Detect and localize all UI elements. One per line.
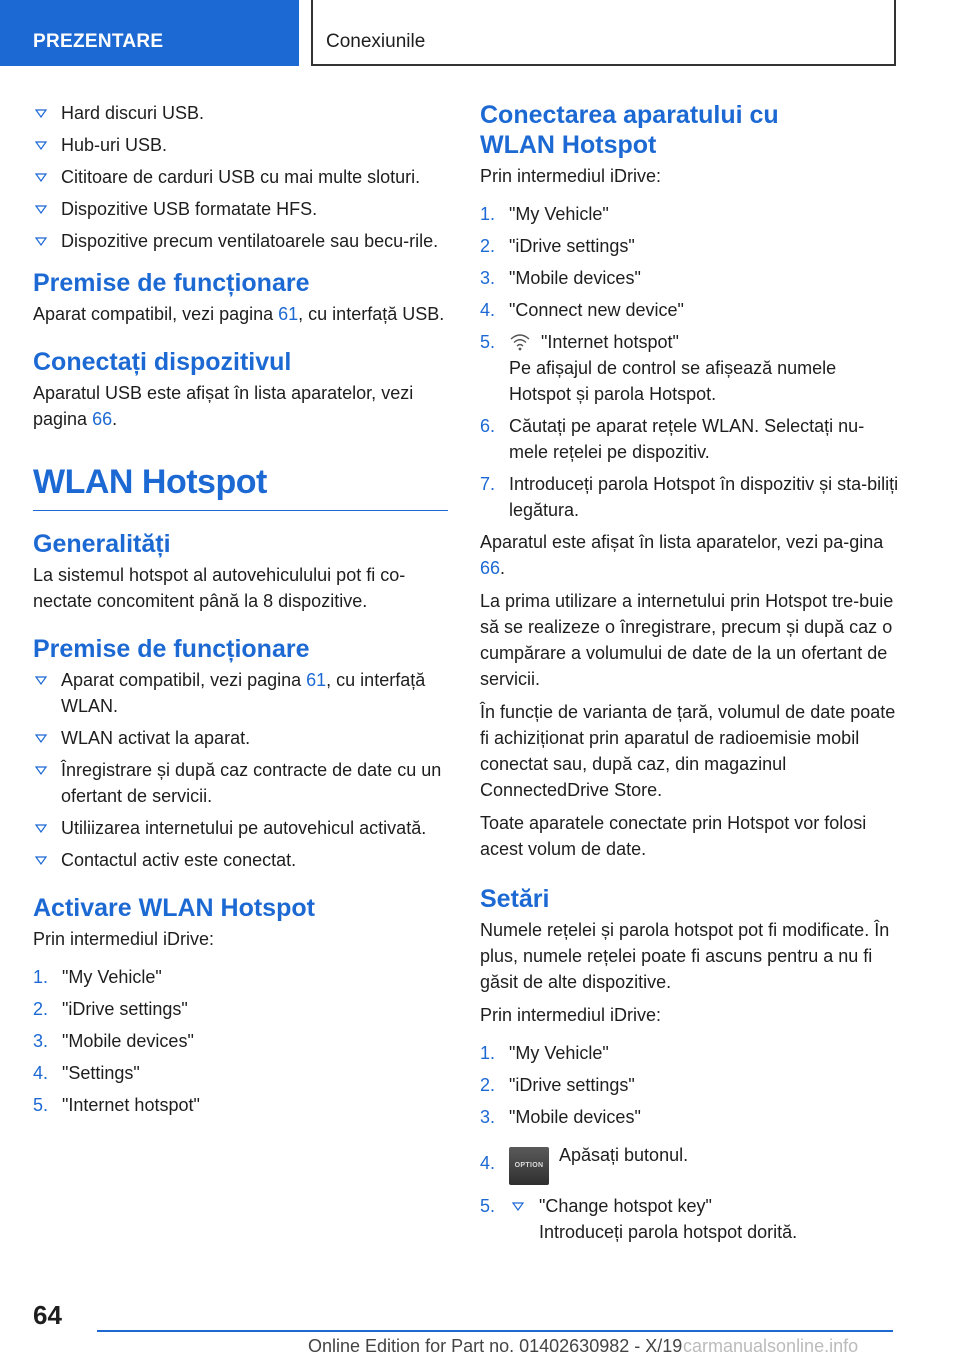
- connect-steps: [480, 201, 900, 523]
- chapter-tab[interactable]: PREZENTARE: [0, 0, 299, 66]
- paragraph: Aparatul USB este afișat în lista aparatelor, vezi pagina 66.: [33, 383, 414, 429]
- page-number: 64: [33, 1300, 62, 1330]
- triangle-bullet-icon: [35, 734, 47, 743]
- list-item: 3. "Mobile devices": [480, 1107, 641, 1127]
- settings-steps: [480, 1040, 900, 1245]
- list-item: Dispozitive precum ventilatoarele sau becu-rile.: [33, 228, 448, 254]
- list-item: Hub-uri USB.: [33, 132, 448, 158]
- triangle-bullet-icon: [35, 141, 47, 150]
- list-item: 1. "My Vehicle": [480, 1043, 609, 1063]
- footer-divider: [97, 1330, 893, 1332]
- edition-text: Online Edition for Part no. 01402630982 - X/19: [308, 1336, 683, 1356]
- list-item: 6. Căutați pe aparat rețele WLAN. Selectați nu-mele rețelei pe dispozitiv.: [480, 416, 865, 462]
- paragraph: Toate aparatele conectate prin Hotspot vor folosi acest volum de date.: [480, 813, 867, 859]
- paragraph: Prin intermediul iDrive:: [480, 1005, 662, 1025]
- list-item: 4. "Settings": [33, 1063, 140, 1083]
- sub-item: "Change hotspot key" Introduceți parola hotspot dorită.: [509, 1193, 900, 1245]
- paragraph: La sistemul hotspot al autovehiculului pot fi co-nectate concomitent până la 8 dispozitive.: [33, 565, 406, 611]
- triangle-bullet-icon: [35, 676, 47, 685]
- paragraph: Prin intermediul iDrive:: [33, 929, 215, 949]
- list-item: 5. "Internet hotspot": [33, 1095, 200, 1115]
- list-item: 1. "My Vehicle": [480, 204, 609, 224]
- list-item: 2. "iDrive settings": [480, 1075, 635, 1095]
- page-link[interactable]: 61: [278, 304, 299, 324]
- paragraph: Aparatul este afișat în lista aparatelor, vezi pa-gina 66.: [480, 532, 884, 578]
- page-link[interactable]: 66: [92, 409, 113, 429]
- triangle-bullet-icon: [35, 205, 47, 214]
- list-item: 7. Introduceți parola Hotspot în dispozitiv și sta-biliți legătura.: [480, 474, 899, 520]
- chapter-title-block: [33, 462, 448, 511]
- list-item: 2. "iDrive settings": [480, 236, 635, 256]
- list-item: 1. "My Vehicle": [33, 967, 162, 987]
- section-heading: Premise de funcționare: [33, 269, 310, 297]
- list-item: Aparat compatibil, vezi pagina 61, cu interfață WLAN.: [33, 667, 448, 719]
- list-item: Contactul activ este conectat.: [33, 847, 448, 873]
- triangle-bullet-icon: [35, 237, 47, 246]
- triangle-bullet-icon: [35, 109, 47, 118]
- page-link[interactable]: 61: [306, 670, 327, 690]
- list-item: WLAN activat la aparat.: [33, 725, 448, 751]
- list-item: 4. OPTIONApăsați butonul.: [480, 1142, 900, 1185]
- wifi-icon: [509, 332, 531, 352]
- section-heading: Conectarea aparatului cu WLAN Hotspot: [480, 101, 779, 159]
- list-item: 2. "iDrive settings": [33, 999, 188, 1019]
- section-heading: Setări: [480, 885, 550, 913]
- requirements-list: [33, 667, 448, 873]
- paragraph: Numele rețelei și parola hotspot pot fi modificate. În plus, numele rețelei poate fi ascuns pentru a nu fi găsit de alte dispozitive.: [480, 920, 890, 992]
- triangle-bullet-icon: [35, 766, 47, 775]
- list-item: Utiliizarea internetului pe autovehicul activată.: [33, 815, 448, 841]
- paragraph: Prin intermediul iDrive:: [480, 166, 662, 186]
- list-item: 5. "Internet hotspot" Pe afișajul de control se afișează numele Hotspot și parola Hotspot.: [480, 332, 837, 404]
- paragraph: La prima utilizare a internetului prin Hotspot tre-buie să se realizeze o înregistrare, precum și după caz o cumpărare a volumului de date de la un ofertant de servicii.: [480, 591, 894, 689]
- list-item: 4. "Connect new device": [480, 300, 684, 320]
- list-item: 3. "Mobile devices": [480, 268, 641, 288]
- section-heading: Premise de funcționare: [33, 635, 310, 663]
- list-item: Hard discuri USB.: [33, 100, 448, 126]
- chapter-title: WLAN Hotspot: [33, 463, 267, 501]
- section-heading: Activare WLAN Hotspot: [33, 894, 315, 922]
- usb-device-list: [33, 100, 448, 254]
- list-item: Dispozitive USB formatate HFS.: [33, 196, 448, 222]
- list-item: Înregistrare și după caz contracte de date cu un ofertant de servicii.: [33, 757, 448, 809]
- left-column: [33, 100, 448, 1124]
- watermark: carmanualsonline.info: [683, 1336, 859, 1356]
- paragraph: În funcție de varianta de țară, volumul de date poate fi achiziționat prin aparatul de radioemisie mobil conectat sau, după caz, din magazinul ConnectedDrive Store.: [480, 702, 896, 800]
- list-item: 3. "Mobile devices": [33, 1031, 194, 1051]
- section-heading: Conectați dispozitivul: [33, 348, 292, 376]
- list-item: Cititoare de carduri USB cu mai multe sloturi.: [33, 164, 448, 190]
- triangle-bullet-icon: [35, 824, 47, 833]
- page-header: [0, 0, 960, 66]
- triangle-bullet-icon: [512, 1202, 524, 1211]
- triangle-bullet-icon: [35, 173, 47, 182]
- list-item: 5. "Change hotspot key" Introduceți parola hotspot dorită.: [480, 1193, 900, 1245]
- paragraph: Aparat compatibil, vezi pagina 61, cu interfață USB.: [33, 304, 445, 324]
- right-column: [480, 100, 900, 1251]
- triangle-bullet-icon: [35, 856, 47, 865]
- option-button-icon: OPTION: [509, 1147, 549, 1185]
- section-tab[interactable]: Conexiunile: [311, 0, 896, 66]
- activation-steps: [33, 964, 448, 1118]
- page-link[interactable]: 66: [480, 558, 501, 578]
- section-heading: Generalități: [33, 530, 171, 558]
